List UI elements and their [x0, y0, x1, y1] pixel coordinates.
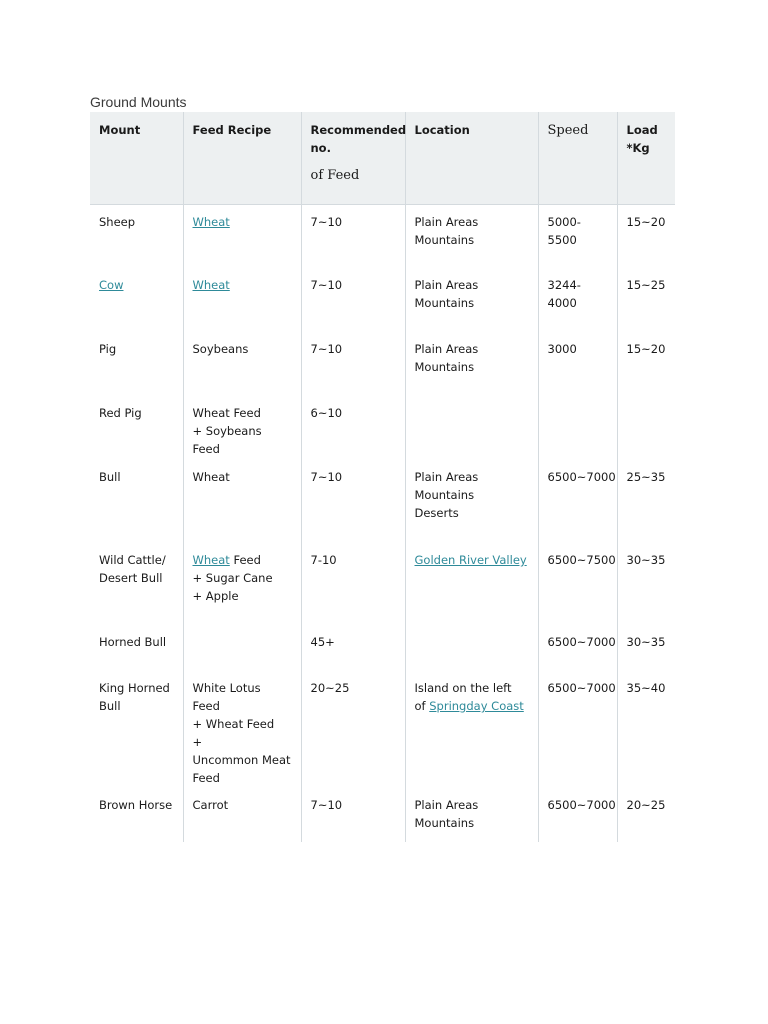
- location-line: [415, 551, 529, 569]
- table-row: [90, 396, 675, 460]
- speed-cell: 6500~7500: [538, 543, 617, 625]
- speed-cell: 6500~7000: [538, 671, 617, 788]
- feed-text: +: [192, 735, 203, 749]
- location-text: Mountains: [414, 296, 475, 310]
- location-line: [415, 697, 529, 715]
- load-cell: 15~20: [617, 204, 675, 268]
- table-row: [90, 332, 675, 396]
- feed-text: Soybeans: [192, 342, 249, 356]
- speed-cell: 6500~7000: [538, 625, 617, 671]
- location-link[interactable]: Golden River Valley: [414, 553, 527, 567]
- mount-cell: [90, 332, 183, 396]
- mount-name: Brown Horse: [99, 798, 173, 812]
- location-text: Mountains: [414, 360, 475, 374]
- location-text: of: [414, 699, 430, 713]
- location-text: Mountains: [414, 488, 475, 502]
- feed-text: Carrot: [192, 798, 229, 812]
- page-title: Ground Mounts: [90, 94, 187, 110]
- feed-text: + Wheat Feed: [192, 717, 275, 731]
- location-text: Plain Areas: [414, 470, 479, 484]
- mount-cell: [90, 268, 183, 332]
- load-cell: [617, 396, 675, 460]
- load-cell: 25~35: [617, 460, 675, 543]
- table-row: [90, 788, 675, 842]
- col-header-location: Location: [405, 112, 538, 204]
- mount-name: Pig: [99, 342, 117, 356]
- table-row: [90, 671, 675, 788]
- load-cell: 30~35: [617, 625, 675, 671]
- recommended-cell: 45+: [301, 625, 405, 671]
- mount-name: Desert Bull: [99, 571, 163, 585]
- location-cell: [405, 671, 538, 788]
- mount-name: Bull: [99, 470, 121, 484]
- feed-cell: [183, 396, 301, 460]
- speed-cell: 5000-5500: [538, 204, 617, 268]
- col-header-recommended: [301, 112, 405, 204]
- mount-cell: [90, 788, 183, 842]
- mount-name: Wild Cattle/: [99, 553, 166, 567]
- col-header-speed-label: Speed: [547, 123, 589, 138]
- feed-text: Wheat Feed: [192, 406, 261, 420]
- load-cell: 20~25: [617, 788, 675, 842]
- feed-text: White Lotus Feed: [192, 681, 261, 713]
- feed-text: + Soybeans Feed: [192, 424, 262, 456]
- feed-cell: [183, 543, 301, 625]
- location-cell: [405, 788, 538, 842]
- header-row: [90, 112, 675, 204]
- load-cell: 35~40: [617, 671, 675, 788]
- feed-text: Feed: [192, 771, 220, 785]
- speed-cell: 3244-4000: [538, 268, 617, 332]
- mount-cell: [90, 671, 183, 788]
- location-text: Mountains: [414, 816, 475, 830]
- mount-cell: [90, 543, 183, 625]
- load-cell: 30~35: [617, 543, 675, 625]
- location-cell: [405, 204, 538, 268]
- col-header-recommended-line1: Recommended no.: [310, 123, 407, 155]
- location-text: Mountains: [414, 232, 475, 247]
- mount-cell: [90, 396, 183, 460]
- mount-name: Bull: [99, 699, 121, 713]
- location-text: Plain Areas: [414, 798, 479, 812]
- location-link[interactable]: Springday Coast: [429, 699, 524, 713]
- feed-text: + Apple: [192, 589, 239, 603]
- speed-cell: 6500~7000: [538, 788, 617, 842]
- feed-cell: [183, 204, 301, 268]
- recommended-cell: 7-10: [301, 543, 405, 625]
- feed-cell: [183, 788, 301, 842]
- feed-line: [193, 551, 292, 569]
- location-text: Island on the left: [414, 681, 512, 695]
- recommended-cell: 20~25: [301, 671, 405, 788]
- location-cell: [405, 543, 538, 625]
- mount-cell: [90, 625, 183, 671]
- location-text: Plain Areas: [414, 214, 479, 229]
- table-row: [90, 204, 675, 268]
- feed-cell: [183, 332, 301, 396]
- feed-cell: [183, 268, 301, 332]
- recommended-cell: 7~10: [301, 788, 405, 842]
- mount-cell: [90, 204, 183, 268]
- mount-name: Horned Bull: [99, 635, 167, 649]
- mount-name: Sheep: [99, 214, 136, 229]
- mount-link[interactable]: Cow: [99, 278, 124, 292]
- feed-text: Feed: [229, 553, 261, 567]
- speed-cell: 3000: [538, 332, 617, 396]
- mount-name: Red Pig: [99, 406, 142, 420]
- mount-cell: [90, 460, 183, 543]
- feed-cell: [183, 625, 301, 671]
- col-header-speed: [538, 112, 617, 204]
- location-text: Plain Areas: [414, 342, 479, 356]
- recommended-cell: 7~10: [301, 204, 405, 268]
- table-row: [90, 460, 675, 543]
- table-row: [90, 268, 675, 332]
- location-cell: [405, 625, 538, 671]
- feed-cell: [183, 460, 301, 543]
- load-cell: 15~25: [617, 268, 675, 332]
- speed-cell: 6500~7000: [538, 460, 617, 543]
- load-cell: 15~20: [617, 332, 675, 396]
- table-row: [90, 625, 675, 671]
- location-cell: [405, 396, 538, 460]
- feed-link[interactable]: Wheat: [192, 278, 230, 292]
- mount-name: King Horned: [99, 681, 170, 695]
- recommended-cell: 7~10: [301, 268, 405, 332]
- feed-text: Uncommon Meat: [192, 753, 291, 767]
- feed-link[interactable]: Wheat: [192, 214, 230, 229]
- feed-link[interactable]: Wheat: [192, 553, 230, 567]
- col-header-feed: Feed Recipe: [183, 112, 301, 204]
- col-header-mount: Mount: [90, 112, 183, 204]
- mounts-table: [90, 112, 675, 842]
- recommended-cell: 7~10: [301, 460, 405, 543]
- feed-text: + Sugar Cane: [192, 571, 273, 585]
- recommended-cell: 7~10: [301, 332, 405, 396]
- location-cell: [405, 332, 538, 396]
- location-cell: [405, 460, 538, 543]
- feed-text: Wheat: [192, 470, 230, 484]
- feed-cell: [183, 671, 301, 788]
- col-header-load: Load *Kg: [617, 112, 675, 204]
- col-header-recommended-line2: of Feed: [310, 168, 360, 183]
- recommended-cell: 6~10: [301, 396, 405, 460]
- speed-cell: [538, 396, 617, 460]
- location-cell: [405, 268, 538, 332]
- location-text: Deserts: [414, 506, 459, 520]
- location-text: Plain Areas: [414, 278, 479, 292]
- table-row: [90, 543, 675, 625]
